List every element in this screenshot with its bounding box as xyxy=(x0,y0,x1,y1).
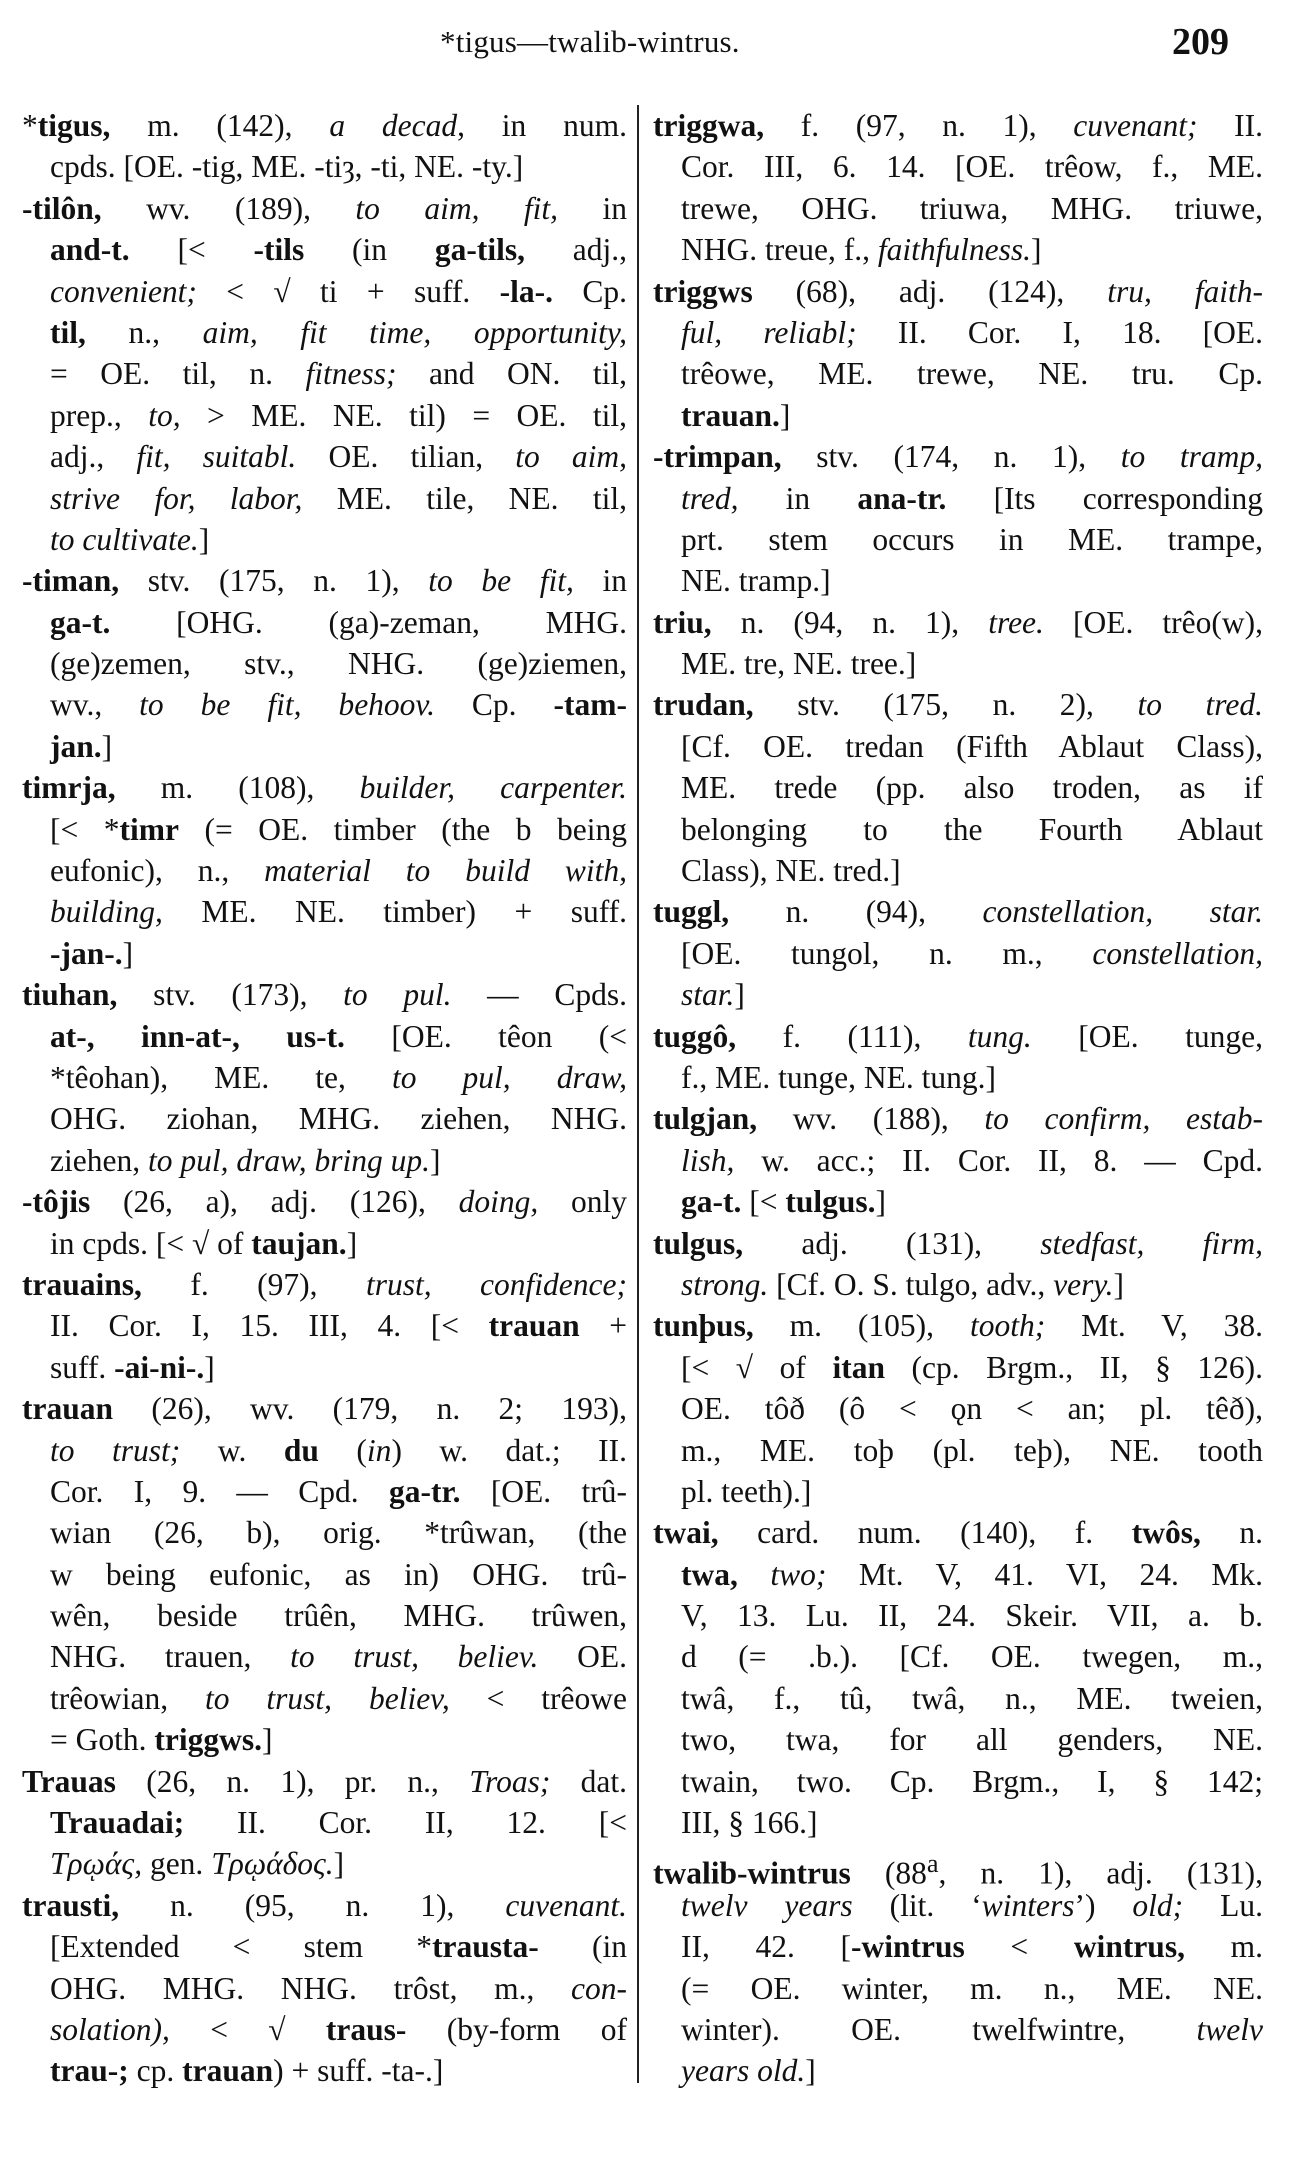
gloss-italic: Τρῳάδος. xyxy=(211,1846,334,1882)
entry-line: NHG. trauen, to trust, believ. OE. xyxy=(50,1639,627,1675)
gloss-italic: cuvenant; xyxy=(1073,108,1198,143)
entry-line: building, ME. NE. timber) + suff. xyxy=(50,894,627,930)
entry-line: star.] xyxy=(681,977,745,1013)
headword-bold: tulgjan, xyxy=(653,1101,758,1137)
headword-bold: ga-tr. xyxy=(389,1473,461,1509)
gloss-italic: strong. xyxy=(681,1266,769,1302)
entry-line: Τρῳάς, gen. Τρῳάδος.] xyxy=(50,1846,345,1882)
entry-line: twâ, f., tû, twâ, n., ME. tweien, xyxy=(681,1680,1263,1716)
entry-headline: *tigus, m. (142), a decad, in num. xyxy=(22,108,627,143)
entry-line: prt. stem occurs in ME. trampe, xyxy=(681,521,1263,557)
entry-line: (ge)zemen, stv., NHG. (ge)ziemen, xyxy=(50,646,627,682)
gloss-italic: Τρῳάς, xyxy=(50,1846,143,1882)
right-column xyxy=(653,105,1263,2092)
gloss-italic: constellation, xyxy=(1092,935,1263,971)
headword-bold: taujan. xyxy=(251,1225,347,1261)
entry-line: to cultivate.] xyxy=(50,521,210,557)
entry-line: lish, w. acc.; II. Cor. II, 8. — Cpd. xyxy=(681,1142,1263,1178)
dictionary-entry xyxy=(22,767,627,974)
dictionary-entry xyxy=(653,436,1263,602)
gloss-italic: building, xyxy=(50,894,163,930)
entry-line: [< *timr (= OE. timber (the b being xyxy=(50,811,627,847)
entry-line: trewe, OHG. triuwa, MHG. triuwe, xyxy=(681,190,1263,226)
entry-line: belonging to the Fourth Ablaut xyxy=(681,811,1263,847)
headword-bold: twôs, xyxy=(1131,1515,1201,1551)
headword-bold: -tôjis xyxy=(22,1184,91,1220)
gloss-italic: to pul. xyxy=(343,977,452,1013)
dictionary-entry xyxy=(22,1885,627,2092)
dictionary-entry xyxy=(653,1512,1263,1843)
headword-bold: trausta- xyxy=(432,1929,539,1965)
entry-line: twelv years (lit. ‘winters’) old; Lu. xyxy=(681,1887,1263,1923)
entry-line: trau-; cp. trauan) + suff. -ta-.] xyxy=(50,2053,444,2089)
headword-bold: til, xyxy=(50,314,86,350)
gloss-italic: solation), xyxy=(50,2011,170,2047)
gloss-italic: stedfast, firm, xyxy=(1040,1225,1264,1261)
gloss-italic: constellation, star. xyxy=(982,894,1263,930)
headword-bold: -jan-. xyxy=(50,935,123,971)
entry-line: to trust; w. du (in) w. dat.; II. xyxy=(50,1432,627,1468)
entry-line: OE. tôð (ô < ǫn < an; pl. têð), xyxy=(681,1391,1263,1427)
entry-line: convenient; < √ ti + suff. -la-. Cp. xyxy=(50,273,627,309)
entry-line: d (= .b.). [Cf. OE. twegen, m., xyxy=(681,1639,1263,1675)
dictionary-entry xyxy=(653,891,1263,1015)
entry-headline: trudan, stv. (175, n. 2), to tred. xyxy=(653,687,1263,723)
entry-line: m., ME. toþ (pl. teþ), NE. tooth xyxy=(681,1432,1263,1468)
headword-bold: tunþus, xyxy=(653,1308,754,1344)
entry-line: ga-t. [OHG. (ga)-zeman, MHG. xyxy=(50,604,627,640)
entry-line: = OE. til, n. fitness; and ON. til, xyxy=(50,356,628,392)
entry-line: wian (26, b), orig. *trûwan, (the xyxy=(50,1515,627,1551)
entry-line: strive for, labor, ME. tile, NE. til, xyxy=(50,480,627,516)
headword-bold: ga-t. xyxy=(50,604,111,640)
headword-bold: and-t. xyxy=(50,232,130,268)
gloss-italic: in xyxy=(366,1432,392,1468)
entry-line: solation), < √ traus- (by-form of xyxy=(50,2011,627,2047)
entry-line: NHG. treue, f., faithfulness.] xyxy=(681,232,1042,268)
gloss-italic: tooth; xyxy=(969,1308,1046,1344)
headword-bold: tulgus, xyxy=(653,1225,744,1261)
headword-bold: ga-t. xyxy=(681,1184,742,1220)
headword-bold: triggwa, xyxy=(653,108,765,143)
entry-headline: trauains, f. (97), trust, confidence; xyxy=(22,1266,627,1302)
headword-bold: tigus, xyxy=(37,108,111,143)
entry-line: V, 13. Lu. II, 24. Skeir. VII, a. b. xyxy=(681,1598,1263,1634)
entry-line: trêowian, to trust, believ, < trêowe xyxy=(50,1680,627,1716)
entry-line: -jan-.] xyxy=(50,935,134,971)
entry-headline: -trimpan, stv. (174, n. 1), to tramp, xyxy=(653,439,1263,475)
headword-bold: du xyxy=(283,1432,319,1468)
gloss-italic: tung. xyxy=(967,1018,1032,1054)
entry-headline: -tilôn, wv. (189), to aim, fit, in xyxy=(22,190,627,226)
gloss-italic: to aim, xyxy=(515,439,628,475)
dictionary-entry xyxy=(653,1098,1263,1222)
entry-line: w being eufonic, as in) OHG. trû- xyxy=(50,1556,627,1592)
gloss-italic: old; xyxy=(1132,1887,1184,1923)
headword-bold: -tils xyxy=(253,232,305,268)
gloss-italic: convenient; xyxy=(50,273,197,309)
headword-bold: trauan xyxy=(182,2053,274,2089)
headword-bold: -tam- xyxy=(553,687,627,723)
entry-headline: twai, card. num. (140), f. twôs, n. xyxy=(653,1515,1263,1551)
headword-bold: at-, inn-at-, us-t. xyxy=(50,1018,345,1054)
headword-bold: ana-tr. xyxy=(857,480,947,516)
entry-headline: trauan (26), wv. (179, n. 2; 193), xyxy=(22,1391,627,1427)
headword-bold: triu, xyxy=(653,604,712,640)
entry-headline: tulgus, adj. (131), stedfast, firm, xyxy=(653,1225,1264,1261)
headword-bold: itan xyxy=(832,1349,885,1385)
entry-line: suff. -ai-ni-.] xyxy=(50,1349,215,1385)
entry-line: years old.] xyxy=(681,2053,816,2089)
entry-line: ME. tre, NE. tree.] xyxy=(681,646,917,682)
gloss-italic: to aim, fit, xyxy=(355,190,559,226)
gloss-italic: to tramp, xyxy=(1120,439,1263,475)
entry-line: = Goth. triggws.] xyxy=(50,1722,273,1758)
gloss-italic: twelv years xyxy=(681,1887,853,1923)
entry-line: ga-t. [< tulgus.] xyxy=(681,1184,887,1220)
entry-line: and-t. [< -tils (in ga-tils, adj., xyxy=(50,232,627,268)
headword-bold: trausti, xyxy=(22,1887,120,1923)
gloss-italic: fit, suitabl. xyxy=(136,439,297,475)
gloss-italic: Troas; xyxy=(469,1763,551,1799)
entry-line: [Extended < stem *trausta- (in xyxy=(50,1929,627,1965)
entry-headline: timrja, m. (108), builder, carpenter. xyxy=(22,770,627,806)
column-divider xyxy=(637,105,639,2083)
dictionary-entry xyxy=(653,105,1263,271)
entry-line: prep., to, > ME. NE. til) = OE. til, xyxy=(50,397,627,433)
entry-line: ziehen, to pul, draw, bring up.] xyxy=(50,1142,441,1178)
gloss-italic: tru, faith- xyxy=(1107,273,1263,309)
entry-headline: tunþus, m. (105), tooth; Mt. V, 38. xyxy=(653,1308,1263,1344)
headword-bold: timr xyxy=(119,811,179,847)
left-column xyxy=(22,105,627,2092)
entry-headline: triggws (68), adj. (124), tru, faith- xyxy=(653,273,1263,309)
headword-bold: trauains, xyxy=(22,1266,142,1302)
entry-line: OHG. ziohan, MHG. ziehen, NHG. xyxy=(50,1101,627,1137)
headword-bold: traus- xyxy=(325,2011,407,2047)
entry-headline: trausti, n. (95, n. 1), cuvenant. xyxy=(22,1887,627,1923)
entry-line: Trauadai; II. Cor. II, 12. [< xyxy=(50,1805,627,1841)
entry-headline: tulgjan, wv. (188), to confirm, estab- xyxy=(653,1101,1263,1137)
gloss-italic: years old. xyxy=(681,2053,806,2089)
entry-line: twa, two; Mt. V, 41. VI, 24. Mk. xyxy=(681,1556,1264,1592)
entry-line: II, 42. [-wintrus < wintrus, m. xyxy=(681,1929,1263,1965)
gloss-italic: tree. xyxy=(988,604,1044,640)
dictionary-entry xyxy=(22,105,627,188)
gloss-italic: winters xyxy=(981,1887,1075,1923)
headword-bold: Trauadai; xyxy=(50,1805,185,1841)
entry-line: NE. tramp.] xyxy=(681,563,831,599)
gloss-italic: twelv xyxy=(1196,2011,1263,2047)
gloss-italic: strive for, labor, xyxy=(50,480,303,516)
entry-line: pl. teeth).] xyxy=(681,1473,812,1509)
headword-bold: Trauas xyxy=(22,1763,116,1799)
entry-line: [< √ of itan (cp. Brgm., II, § 126). xyxy=(681,1349,1263,1385)
entry-line: Cor. I, 9. — Cpd. ga-tr. [OE. trû- xyxy=(50,1473,628,1509)
gloss-italic: doing, xyxy=(458,1184,539,1220)
entry-line: [Cf. OE. tredan (Fifth Ablaut Class), xyxy=(681,728,1263,764)
entry-headline: tiuhan, stv. (173), to pul. — Cpds. xyxy=(22,977,627,1013)
entry-line: II. Cor. I, 15. III, 4. [< trauan + xyxy=(50,1308,627,1344)
gloss-italic: a decad xyxy=(329,108,458,143)
headword-bold: tulgus. xyxy=(785,1184,876,1220)
gloss-italic: to confirm, estab- xyxy=(984,1101,1263,1137)
dictionary-entry xyxy=(653,1843,1263,2091)
entry-line: jan.] xyxy=(50,728,113,764)
entry-line: winter). OE. twelfwintre, twelv xyxy=(681,2011,1263,2047)
gloss-italic: con- xyxy=(571,1970,627,2006)
gloss-italic: lish, xyxy=(681,1142,735,1178)
entry-line: cpds. [OE. -tig, ME. -tiȝ, -ti, NE. -ty.] xyxy=(50,149,524,185)
gloss-italic: builder, carpenter. xyxy=(359,770,627,806)
entry-headline: triggwa, f. (97, n. 1), cuvenant; II. xyxy=(653,108,1263,143)
headword-bold: twalib-wintrus xyxy=(653,1855,851,1891)
entry-line: f., ME. tunge, NE. tung.] xyxy=(681,1059,996,1095)
gloss-italic: ful, reliabl; xyxy=(681,314,857,350)
running-head xyxy=(0,18,1314,68)
gloss-italic: tred, xyxy=(681,480,739,516)
gloss-italic: star. xyxy=(681,977,735,1013)
dictionary-entry xyxy=(653,1305,1263,1512)
gloss-italic: to tred. xyxy=(1137,687,1263,723)
headword-bold: twai, xyxy=(653,1515,719,1551)
dictionary-entry xyxy=(653,271,1263,437)
headword-bold: wintrus, xyxy=(1073,1929,1185,1965)
entry-headline: tuggô, f. (111), tung. [OE. tunge, xyxy=(653,1018,1263,1054)
headword-bold: ga-tils, xyxy=(434,232,525,268)
running-title: *tigus—twalib-wintrus. xyxy=(440,24,740,59)
headword-bold: -wintrus xyxy=(851,1929,965,1965)
entry-line: OHG. MHG. NHG. trôst, m., con- xyxy=(50,1970,627,2006)
dictionary-entry xyxy=(22,1264,627,1388)
gloss-italic: to trust, believ. xyxy=(290,1639,539,1675)
entry-line: Class), NE. tred.] xyxy=(681,853,901,889)
entry-headline: -tôjis (26, a), adj. (126), doing, only xyxy=(22,1184,627,1220)
headword-bold: trudan, xyxy=(653,687,754,723)
dictionary-entry xyxy=(22,1181,627,1264)
headword-bold: -trimpan, xyxy=(653,439,782,475)
entry-line: *têohan), ME. te, to pul, draw, xyxy=(50,1059,628,1095)
entry-line: at-, inn-at-, us-t. [OE. têon (< xyxy=(50,1018,627,1054)
gloss-italic: to trust; xyxy=(50,1432,181,1468)
gloss-italic: trust, confidence; xyxy=(365,1266,627,1302)
gloss-italic: faithfulness. xyxy=(877,232,1031,268)
gloss-italic: to be fit, behoov. xyxy=(139,687,435,723)
headword-bold: jan. xyxy=(50,728,102,764)
entry-line: strong. [Cf. O. S. tulgo, adv., very.] xyxy=(681,1266,1125,1302)
headword-bold: trauan. xyxy=(681,397,780,433)
dictionary-entry xyxy=(22,1388,627,1761)
entry-line: twain, two. Cp. Brgm., I, § 142; xyxy=(681,1763,1263,1799)
dictionary-entry xyxy=(22,560,627,767)
headword-bold: -timan, xyxy=(22,563,120,599)
entry-line: tred, in ana-tr. [Its corresponding xyxy=(681,480,1263,516)
dictionary-entry xyxy=(653,602,1263,685)
dictionary-entry xyxy=(653,1223,1263,1306)
gloss-italic: material to build with, xyxy=(264,853,627,889)
headword-bold: trauan xyxy=(488,1308,580,1344)
headword-bold: -ai-ni-. xyxy=(114,1349,205,1385)
headword-bold: trau-; xyxy=(50,2053,129,2089)
entry-line: [OE. tungol, n. m., constellation, xyxy=(681,935,1263,971)
headword-bold: tuggl, xyxy=(653,894,730,930)
dictionary-entry xyxy=(22,974,627,1181)
entry-line: wv., to be fit, behoov. Cp. -tam- xyxy=(50,687,627,723)
entry-headline: Trauas (26, n. 1), pr. n., Troas; dat. xyxy=(22,1763,628,1799)
headword-bold: -tilôn, xyxy=(22,190,102,226)
gloss-italic: cuvenant. xyxy=(505,1887,627,1923)
gloss-italic: to trust, believ, xyxy=(205,1680,450,1716)
entry-line: wên, beside trûên, MHG. trûwen, xyxy=(50,1598,627,1634)
entry-headline: triu, n. (94, n. 1), tree. [OE. trêo(w), xyxy=(653,604,1263,640)
headword-bold: tiuhan, xyxy=(22,977,118,1013)
entry-line: two, twa, for all genders, NE. xyxy=(681,1722,1263,1758)
gloss-italic: to, xyxy=(148,397,181,433)
headword-bold: timrja, xyxy=(22,770,116,806)
gloss-italic: fitness; xyxy=(305,356,397,392)
entry-line: ME. trede (pp. also troden, as if xyxy=(681,770,1263,806)
entry-headline: twalib-wintrus (88$^a$, n. 1), adj. (131), xyxy=(653,1849,1263,1891)
entry-line: trauan.] xyxy=(681,397,791,433)
gloss-italic: aim, fit time, opportunity, xyxy=(202,314,627,350)
entry-line: adj., fit, suitabl. OE. tilian, to aim, xyxy=(50,439,628,475)
dictionary-entry xyxy=(653,684,1263,891)
entry-line: III, § 166.] xyxy=(681,1805,818,1841)
gloss-italic: to pul, draw, xyxy=(391,1059,628,1095)
gloss-italic: to cultivate. xyxy=(50,521,199,557)
headword-bold: triggws. xyxy=(154,1722,262,1758)
gloss-italic: to pul, draw, bring up. xyxy=(147,1142,431,1178)
entry-line: trêowe, ME. trewe, NE. tru. Cp. xyxy=(681,356,1263,392)
headword-bold: trauan xyxy=(22,1391,114,1427)
dictionary-entry xyxy=(653,1016,1263,1099)
entry-line: (= OE. winter, m. n., ME. NE. xyxy=(681,1970,1263,2006)
gloss-italic: very. xyxy=(1053,1266,1114,1302)
gloss-italic: two; xyxy=(770,1556,827,1592)
headword-bold: tuggô, xyxy=(653,1018,737,1054)
page-number: 209 xyxy=(1172,21,1229,63)
headword-bold: -la-. xyxy=(499,273,553,309)
entry-line: Cor. III, 6. 14. [OE. trêow, f., ME. xyxy=(681,149,1263,185)
entry-line: eufonic), n., material to build with, xyxy=(50,853,627,889)
entry-line: ful, reliabl; II. Cor. I, 18. [OE. xyxy=(681,314,1263,350)
gloss-italic: to be fit, xyxy=(428,563,574,599)
headword-bold: triggws xyxy=(653,273,753,309)
entry-headline: -timan, stv. (175, n. 1), to be fit, in xyxy=(22,563,627,599)
entry-headline: tuggl, n. (94), constellation, star. xyxy=(653,894,1263,930)
entry-line: in cpds. [< √ of taujan.] xyxy=(50,1225,358,1261)
entry-line: til, n., aim, fit time, opportunity, xyxy=(50,314,627,350)
headword-bold: twa, xyxy=(681,1556,738,1592)
dictionary-entry xyxy=(22,188,627,561)
dictionary-entry xyxy=(22,1761,627,1885)
